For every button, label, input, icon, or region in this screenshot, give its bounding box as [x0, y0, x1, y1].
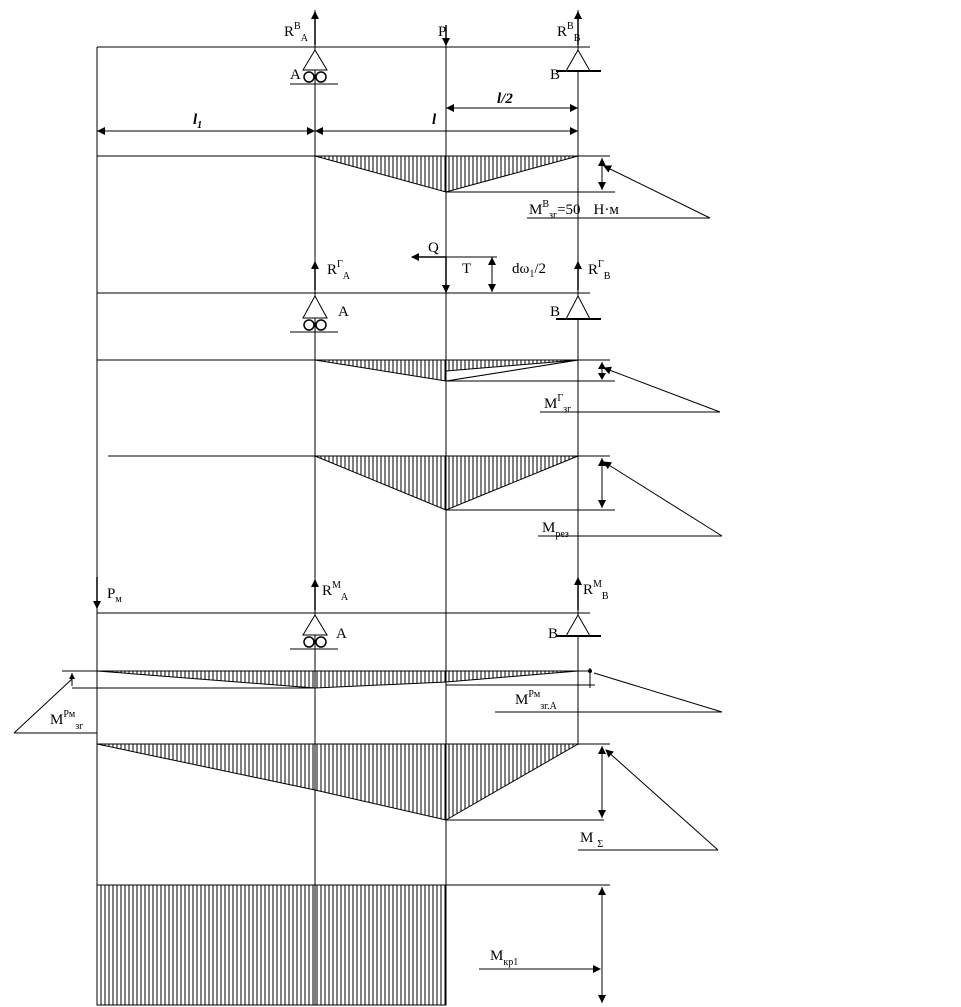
label-l1: $l_1$ — [193, 112, 203, 131]
label-MG: $M^Г_{зг}$ — [544, 393, 572, 415]
label-Mkr: $M_{кр1}$ — [490, 948, 519, 968]
support-pin-B2 — [556, 296, 601, 319]
support-roller-A2 — [290, 296, 338, 332]
label-RBA: $R^В_A$ — [284, 21, 308, 44]
label-RGA: $R^Г_A$ — [327, 259, 351, 282]
label-MPm: $M^{Pм}_{зг}$ — [50, 709, 84, 732]
label-B3: B — [548, 626, 559, 642]
label-RMA: $R^M_A$ — [322, 580, 349, 603]
moment-diagram-MB — [315, 156, 578, 192]
label-B1: B — [550, 67, 561, 83]
label-Mrez: $M_{рез}$ — [542, 520, 569, 540]
label-B2: B — [550, 304, 561, 320]
section-resultant-moment — [108, 456, 722, 540]
label-RGB: $R^Г_B$ — [588, 259, 611, 282]
moment-diagram-Mrez — [315, 456, 578, 510]
label-RMB: $R^M_B$ — [583, 579, 609, 602]
label-A2: A — [338, 304, 349, 320]
label-MSum: M $_\Sigma$ — [580, 830, 604, 850]
label-Pm: $P_м$ — [107, 586, 122, 605]
support-pin-B3 — [556, 615, 601, 636]
section-vertical-plane — [97, 12, 710, 221]
label-RBB: $R^В_B$ — [557, 21, 581, 44]
label-l2: l/2 — [497, 91, 513, 107]
section-coupling-force — [14, 577, 722, 733]
support-roller-A3 — [290, 615, 338, 649]
section-torque — [97, 885, 610, 1005]
label-l: l — [432, 112, 437, 128]
label-MPmA: $M^{Pм}_{зг.A}$ — [515, 689, 557, 712]
section-horizontal-plane — [97, 240, 720, 415]
label-A1: A — [290, 67, 301, 83]
label-dw: $d\omega_1/2$ — [512, 261, 547, 280]
label-P: P — [438, 24, 447, 40]
dimension-lines — [97, 108, 578, 131]
moment-diagram-MSum — [97, 744, 578, 820]
label-Q: Q — [428, 240, 439, 256]
section-total-moment — [97, 744, 718, 850]
label-T: T — [462, 261, 472, 277]
label-MB: $M^В_{зг}=50$ Н·м — [529, 199, 619, 221]
label-A3: A — [336, 626, 347, 642]
torque-diagram-Mkr — [97, 885, 446, 1005]
support-pin-B1 — [556, 50, 601, 71]
